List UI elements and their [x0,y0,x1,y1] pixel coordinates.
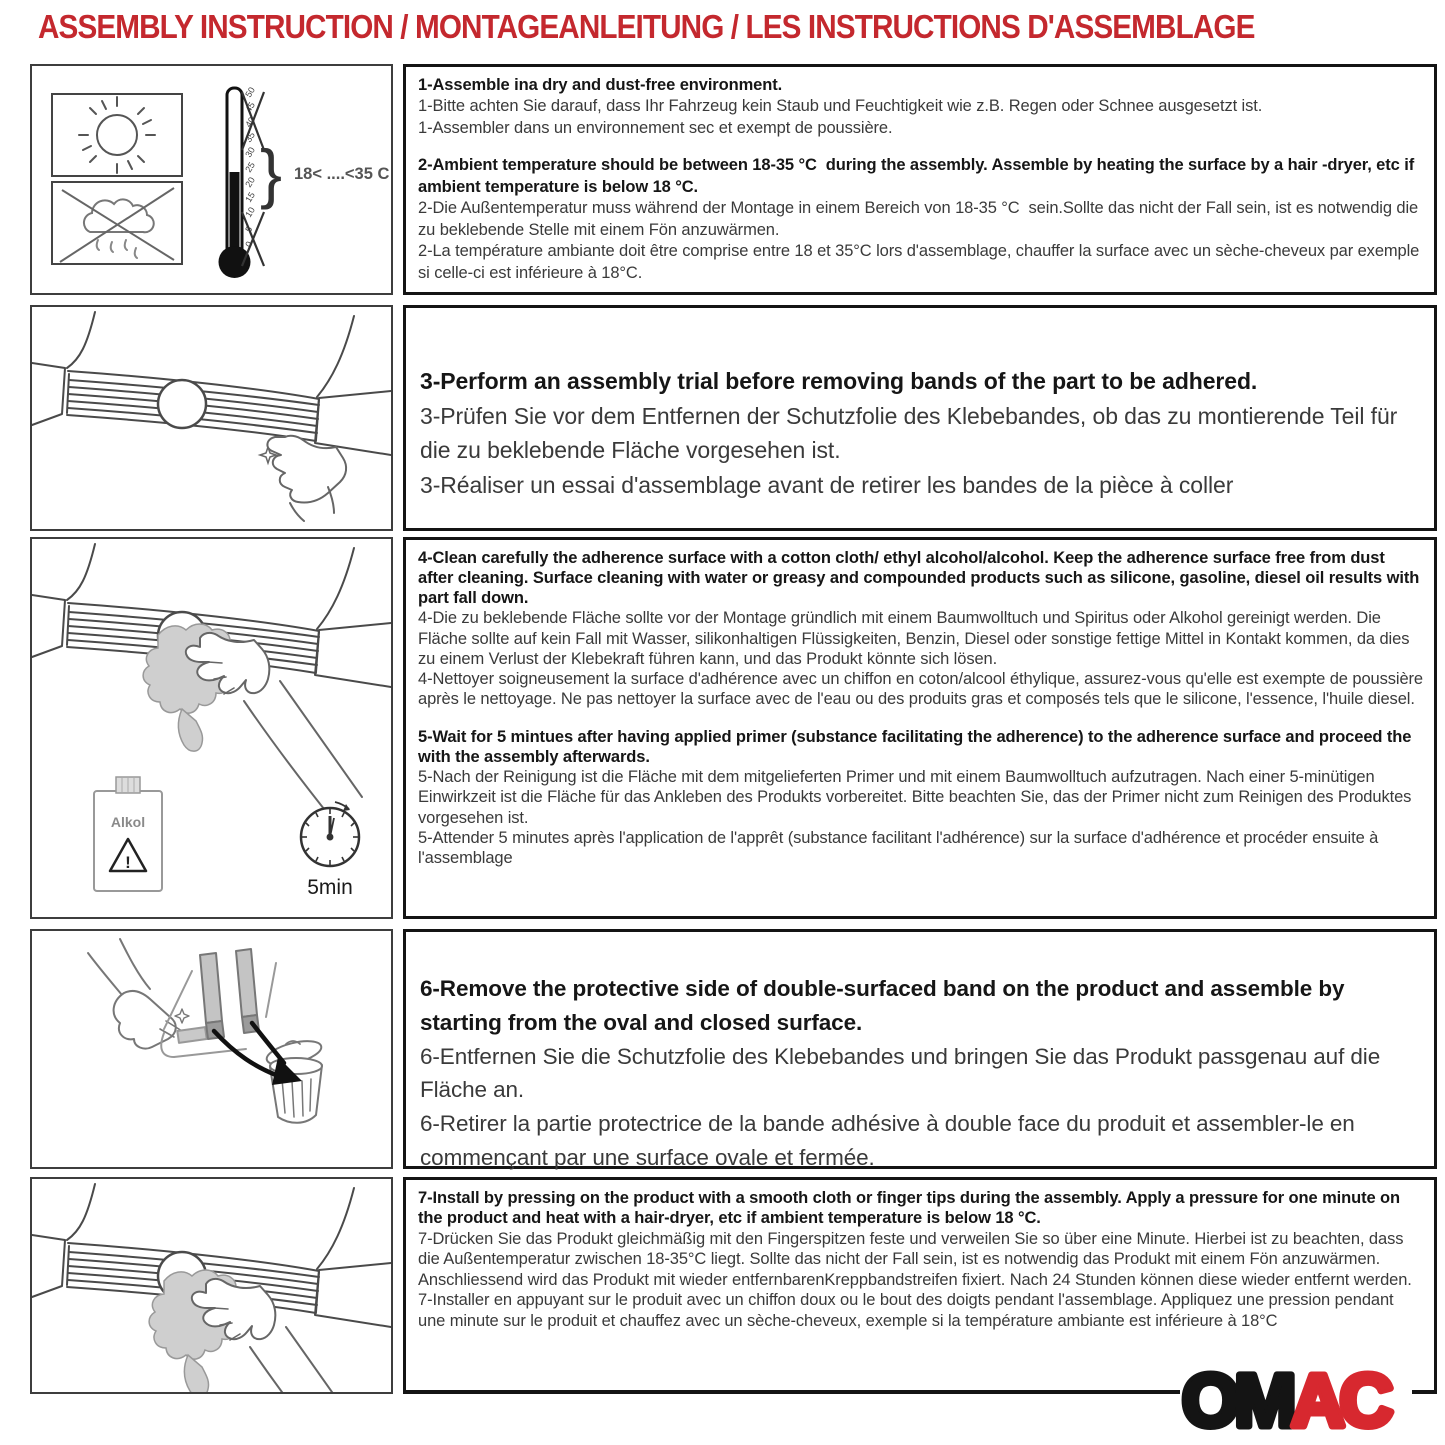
instruction-paragraph: 6-Remove the protective side of double-surfaced band on the product and assemble by starting from the oval and closed surface. [420,976,1351,1035]
clock-label: 5min [307,876,353,899]
instruction-paragraph: 2-Die Außentemperatur muss während der Montage in einem Bereich von 18-35 °C sein.Sollte das nicht der Fall sein, ist es notwendig die zu beklebende Stelle mit einem Fön anzuwärmen. [418,199,1423,239]
paragraph-gap [418,709,1424,727]
no-rain-icon [52,182,182,264]
pointing-hand-icon [260,436,346,521]
instruction-paragraph: 3-Prüfen Sie vor dem Entfernen der Schutzfolie des Klebebandes, ob das zu montierende Teil für die zu beklebende Fläche vorgesehen ist. [420,402,1404,463]
instruction-paragraph: 4-Nettoyer soigneusement la surface d'adhérence avec un chiffon en coton/alcool éthylique, assurez-vous qu'elle est exempte de poussière après le nettoyage. Ne pas nettoyer la surface avec de l'eau ou des produits gras et composés tels que le silicone, l'essence, l'huile diesel. [418,669,1428,708]
instruction-paragraph: 6-Entfernen Sie die Schutzfolie des Klebebandes und bringen Sie das Produkt passgenau auf die Fläche an. [420,1043,1387,1103]
instruction-paragraph: 1-Assemble ina dry and dust-free environment. [418,76,783,94]
logo-text-black: OM [1182,1359,1292,1442]
thermometer-tick-label: 30 [243,145,258,160]
thermometer-tick-label: 10 [243,205,258,220]
instruction-paragraph: 4-Die zu beklebende Fläche sollte vor der Montage gründlich mit einem Baumwolltuch und Spiritus oder Alkohol gereinigt werden. Die Fläche sollte auf kein Fall mit Wasser, silikonhaltigen Flüssigkeiten, Benzin, Diesel oder sonstige fettige Mittel in Kontakt kommen, da dies zu einem Verlust der Klebekraft führen kann, und das Produkt könnte sich lösen. [418,609,1414,668]
instruction-paragraph: 7-Drücken Sie das Produkt gleichmäßig mit den Fingerspitzen feste und verweilen Sie so über eine Minute. Hierbei ist zu beachten, dass die Außentemperatur zwischen 18-35°C liegt. Sollte das nicht der Fall sein, ist es notwendig das Produkt mit einem Fön anzuwärmen. Anschliessend wird das Produkt mit wieder entfernbarenKreppbandstreifen fixiert. Nach 24 Stunden können diese wieder entfernt werden. [418,1229,1412,1289]
illustration-clean-surface [30,537,393,919]
brand-logo [1180,1352,1412,1444]
pressing-diagram [32,1179,391,1392]
instruction-paragraph: 7-Install by pressing on the product with a smooth cloth or finger tips during the assembly. Apply a pressure for one minute on the product and heat with a hair-dryer, etc if ambient temperature is below 18 °C. [418,1189,1405,1228]
illustration-remove-band [30,929,393,1169]
section-assembly-trial-text [403,305,1437,531]
section-environment-text [403,64,1437,295]
cleaning-diagram [32,539,391,917]
svg-text:OMAC [1182,1359,1392,1442]
instruction-paragraph: 2-Ambient temperature should be between 18-35 °C during the assembly. Assemble by heating the surface by a hair -dryer, etc if ambient temperature is below 18 °C. [418,156,1419,196]
alcohol-bottle-icon [94,777,162,891]
section-remove-band [0,929,1445,1169]
instruction-paragraph: 5-Attender 5 minutes après l'application de l'apprêt (substance facilitant l'adhérence) sur la surface d'adhérence et procéder ensuite à l'assemblage [418,828,1383,867]
thermometer-tick-label: 15 [243,190,258,205]
instruction-paragraph: 3-Réaliser un essai d'assemblage avant de retirer les bandes de la pièce à coller [420,471,1234,498]
instruction-paragraph: 1-Assembler dans un environnement sec et exempt de poussière. [418,118,893,137]
thermometer-tick-label: 5 [243,224,255,235]
illustration-environment [30,64,393,295]
svg-text:!: ! [125,853,131,872]
thermometer-tick-label: 25 [243,160,258,175]
thermometer-tick-label: 40 [243,115,258,130]
illustration-assembly-trial [30,305,393,531]
peeling-hand-icon [88,939,189,1049]
instruction-paragraph: 6-Retirer la partie protectrice de la bande adhésive à double face du produit et assembler-le en commençant par une surface ovale et fermée. [420,1111,1361,1170]
hand-with-cloth-icon [143,624,362,819]
thermometer-tick-label: 45 [243,100,258,115]
section-environment [0,64,1445,295]
logo-text-red: AC [1291,1359,1389,1442]
thermometer-scale [243,85,257,249]
thermometer-tick-label: 20 [243,175,258,190]
hand-with-cloth-icon [149,1270,368,1392]
thermometer-tick-label: 0 [243,239,255,250]
thermometer-icon [219,85,283,278]
instruction-paragraph: 7-Installer en appuyant sur le produit avec un chiffon doux ou le bout des doigts pendant l'assemblage. Appliquez une pression pendant une minute sur le produit et chauffez avec un sèche-cheveux, exemple si la température ambiante est inférieure à 18°C [418,1291,1399,1330]
thermometer-tick-label: 35 [243,130,258,145]
section-clean-surface [0,537,1445,919]
section-remove-band-text [403,929,1437,1169]
adhesive-strips-icon [200,949,259,1039]
temperature-range-label: 18< ....<35 C [294,165,390,183]
instruction-paragraph: 1-Bitte achten Sie darauf, dass Ihr Fahrzeug kein Staub und Feuchtigkeit wie z.B. Regen oder Schnee ausgesetzt ist. [418,97,1263,116]
pinch-sparkle-icon [175,1009,189,1023]
instruction-paragraph: 5-Wait for 5 mintues after having applied primer (substance facilitating the adherence) to the adherence surface and proceed the with the assembly afterwards. [418,728,1416,767]
section-assembly-trial [0,305,1445,531]
instruction-paragraph: 2-La température ambiante doit être comprise entre 18 et 35°C lors d'assemblage, chauffer la surface avec un sèche-cheveux par exemple si celle-ci est inférieure à 18°C. [418,242,1424,282]
car-grille-drawing [32,312,391,455]
range-brace: } [260,136,283,210]
peel-band-diagram [32,931,391,1167]
paragraph-gap [418,139,1424,155]
page-title: ASSEMBLY INSTRUCTION / MONTAGEANLEITUNG / LES INSTRUCTIONS D'ASSEMBLAGE [38,8,1255,45]
bottle-label: Alkol [110,814,146,830]
instruction-paragraph: 5-Nach der Reinigung ist die Fläche mit dem mitgelieferten Primer und mit einem Baumwolltuch aufzutragen. Nach einer 5-minütigen Einwirkzeit ist die Fläche für das Ankleben des Produkts vorbereitet. Bitte beachten Sie, das der Primer nicht zum Reinigen des Produktes vorgesehen ist. [418,768,1416,827]
thermometer-tick-label: 50 [243,85,258,100]
instruction-paragraph: 3-Perform an assembly trial before removing bands of the part to be adhered. [420,368,1258,394]
environment-diagram [32,66,391,293]
omac-logo [1180,1352,1412,1444]
car-grille-trial-diagram [32,307,391,529]
instruction-paragraph: 4-Clean carefully the adherence surface with a cotton cloth/ ethyl alcohol/alcohol. Keep the adherence surface free from dust after cleaning. Surface cleaning with water or greasy and compounded products such as silicone, gasoline, diesel oil results with part fall down. [418,549,1424,608]
clock-icon [301,802,359,866]
section-clean-surface-text [403,537,1437,919]
illustration-press-install [30,1177,393,1394]
sun-icon [52,94,182,176]
